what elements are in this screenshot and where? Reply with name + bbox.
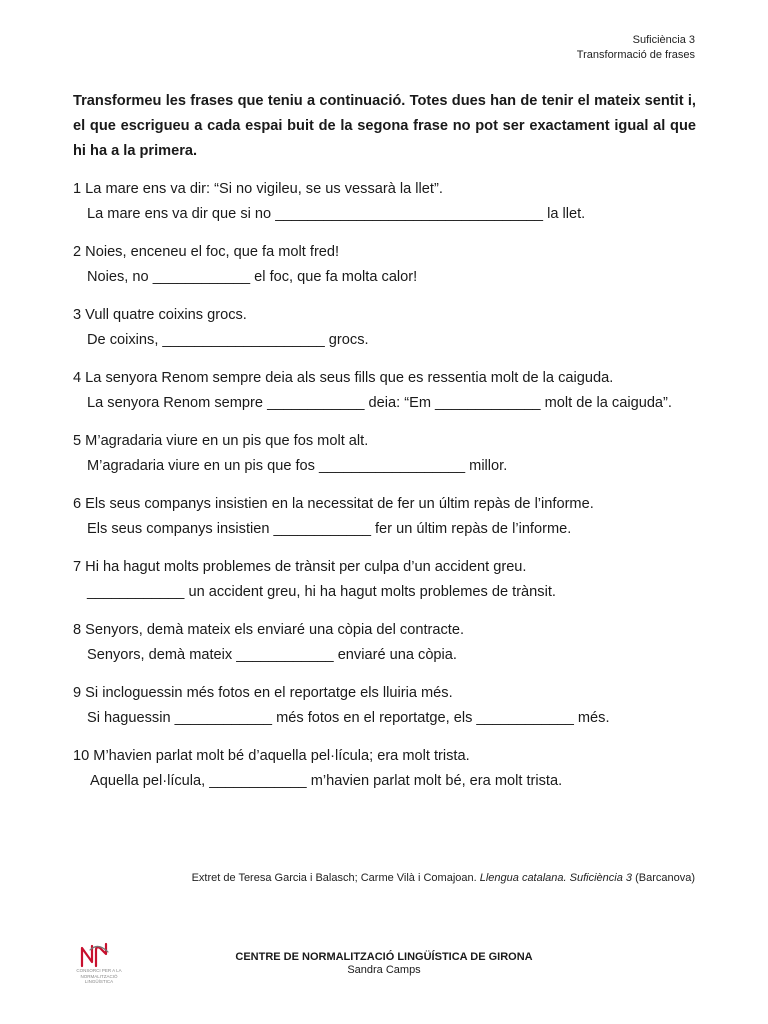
page-footer — [0, 951, 768, 977]
logo-caption: CONSORCI PER A LA NORMALITZACIÓ LINGÜÍSTICA — [76, 968, 122, 984]
exercise-6 — [73, 492, 696, 542]
credit-book-title: Llengua catalana. Suficiència 3 — [479, 872, 633, 884]
exercise-source: 9 Si incloguessin més fotos en el reportatge els lluiria més. — [73, 685, 453, 701]
exercise-source: 10 M’havien parlat molt bé d’aquella pel·lícula; era molt trista. — [73, 748, 470, 764]
exercise-target: Els seus companys insistien ____________ fer un últim repàs de l’informe. — [87, 521, 572, 537]
exercise-source: 7 Hi ha hagut molts problemes de trànsit per culpa d’un accident greu. — [73, 559, 527, 575]
credit-publisher: (Barcanova) — [635, 872, 695, 884]
exercise-source: 1 La mare ens va dir: “Si no vigileu, se us vessarà la llet”. — [73, 181, 443, 197]
exercise-5 — [73, 429, 696, 479]
instructions: Transformeu les frases que teniu a continuació. Totes dues han de tenir el mateix sentit i, el que escrigueu a cada espai buit de la segona frase no pot ser exactament igual al que hi ha a la primera. — [73, 93, 696, 159]
exercise-target: Noies, no ____________ el foc, que fa molta calor! — [87, 269, 418, 285]
exercise-4 — [73, 366, 696, 416]
exercise-8 — [73, 618, 696, 668]
footer-organization: CENTRE DE NORMALITZACIÓ LINGÜÍSTICA DE GIRONA — [235, 951, 533, 963]
header-topic: Transformació de frases — [576, 49, 695, 61]
header-course: Suficiència 3 — [632, 34, 695, 46]
footer-author: Sandra Camps — [347, 964, 421, 976]
exercise-target: ____________ un accident greu, hi ha hagut molts problemes de trànsit. — [87, 584, 556, 600]
exercise-9 — [73, 681, 696, 731]
exercise-list — [73, 177, 696, 807]
exercise-source: 8 Senyors, demà mateix els enviaré una còpia del contracte. — [73, 622, 465, 638]
exercise-target: La senyora Renom sempre ____________ deia: “Em _____________ molt de la caiguda”. — [87, 395, 672, 411]
exercise-target: M’agradaria viure en un pis que fos __________________ millor. — [87, 458, 508, 474]
exercise-10 — [73, 744, 696, 794]
exercise-7 — [73, 555, 696, 605]
exercise-source: 6 Els seus companys insistien en la necessitat de fer un últim repàs de l’informe. — [73, 496, 594, 512]
exercise-source: 5 M’agradaria viure en un pis que fos molt alt. — [73, 433, 369, 449]
exercise-1 — [73, 177, 696, 227]
source-credit — [192, 872, 695, 884]
exercise-target: Senyors, demà mateix ____________ enviaré una còpia. — [87, 647, 457, 663]
exercise-3 — [73, 303, 696, 353]
exercise-source: 2 Noies, enceneu el foc, que fa molt fred! — [73, 244, 340, 260]
exercise-target: Si haguessin ____________ més fotos en el reportatge, els ____________ més. — [87, 710, 610, 726]
exercise-target: Aquella pel·lícula, ____________ m’havien parlat molt bé, era molt trista. — [90, 773, 563, 789]
page-header — [577, 33, 695, 63]
exercise-2 — [73, 240, 696, 290]
exercise-target: La mare ens va dir que si no _________________________________ la llet. — [87, 206, 586, 222]
exercise-source: 3 Vull quatre coixins grocs. — [73, 307, 247, 323]
exercise-source: 4 La senyora Renom sempre deia als seus fills que es ressentia molt de la caiguda. — [73, 370, 614, 386]
credit-authors: Extret de Teresa Garcia i Balasch; Carme Vilà i Comajoan. — [191, 872, 477, 884]
exercise-target: De coixins, ____________________ grocs. — [87, 332, 369, 348]
